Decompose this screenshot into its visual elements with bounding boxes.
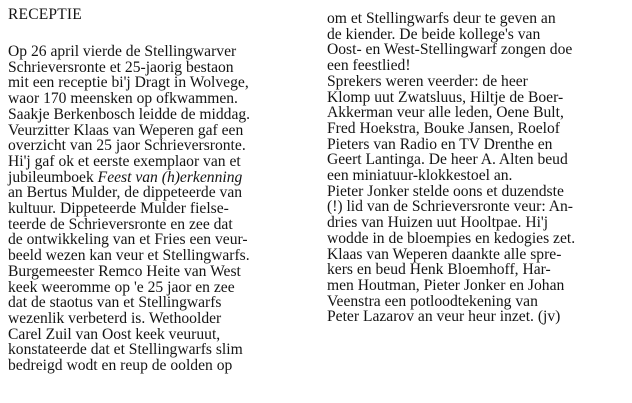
article-title: RECEPTIE bbox=[8, 6, 82, 23]
text-line: Klomp uut Zwatsluus, Hiltje de Boer- bbox=[327, 88, 564, 106]
article-left-column bbox=[8, 44, 326, 374]
text-line: dries van Huizen uut Hooltpae. Hi'j bbox=[327, 214, 549, 232]
text-line: konstateerde dat et Stellingwarfs slim bbox=[8, 341, 243, 359]
text-line: een feestlied! bbox=[327, 57, 411, 75]
text-line: een miniatuur-klokkestoel an. bbox=[327, 167, 513, 185]
text-line: Pieter Jonker stelde oons et duzendste bbox=[327, 182, 564, 200]
text-line: overzicht van 25 jaor Schrieversronte. bbox=[8, 137, 246, 155]
text-line: Akkerman veur alle leden, Oene Bult, bbox=[327, 104, 564, 122]
text-line: mit een receptie bi'j Dragt in Wolvege, bbox=[8, 74, 249, 92]
text-line: Schrieversronte et 25-jaorig bestaon bbox=[8, 58, 234, 76]
text-line: Burgemeester Remco Heite van West bbox=[8, 262, 241, 280]
text-line: bedreigd wodt en reup de oolden op bbox=[8, 357, 233, 375]
text-line: Oost- en West-Stellingwarf zongen doe bbox=[327, 41, 573, 59]
text-line: Op 26 april vierde de Stellingwarver bbox=[8, 43, 237, 60]
text-line: Carel Zuil van Oost keek veuruut, bbox=[8, 325, 221, 343]
text-line: om et Stellingwarfs deur te geven an bbox=[327, 10, 556, 27]
text-line: Veurzitter Klaas van Weperen gaf een bbox=[8, 121, 244, 139]
text-line: Peter Lazarov an veur heur inzet. (jv) bbox=[327, 308, 561, 326]
text-line: teerde de Schrieversronte en zee dat bbox=[8, 215, 233, 233]
text-line: keek weeromme op 'e 25 jaor en zee bbox=[8, 278, 235, 296]
text-line: Klaas van Weperen daankte alle spre- bbox=[327, 245, 562, 263]
text-line: an Bertus Mulder, de dippeteerde van bbox=[8, 184, 243, 202]
text-line: men Houtman, Pieter Jonker en Johan bbox=[327, 276, 565, 294]
text-line: Pieters van Radio en TV Drenthe en bbox=[327, 135, 553, 153]
text-line: Saakje Berkenbosch leidde de middag. bbox=[8, 105, 251, 123]
text-line: waor 170 meensken op ofkwammen. bbox=[8, 90, 238, 108]
text-line: Geert Lantinga. De heer A. Alten beud bbox=[327, 151, 568, 169]
text-line: dat de staotus van et Stellingwarfs bbox=[8, 294, 222, 312]
text-line: kers en beud Henk Bloemhoff, Har- bbox=[327, 261, 551, 279]
text-line: (!) lid van de Schrieversronte veur: An- bbox=[327, 198, 573, 216]
text-line: Veenstra een potloodtekening van bbox=[327, 292, 538, 310]
text-line: beeld wezen kan veur et Stellingwarfs. bbox=[8, 247, 250, 265]
text-line: de ontwikkeling van et Fries een veur- bbox=[8, 231, 248, 249]
text-line bbox=[8, 170, 326, 186]
text-line: Fred Hoekstra, Bouke Jansen, Roelof bbox=[327, 119, 560, 137]
text-line: kultuur. Dippeteerde Mulder fielse- bbox=[8, 200, 229, 218]
text-line: wezenlik verbeterd is. Wethoolder bbox=[8, 309, 222, 327]
article-right-column bbox=[327, 11, 632, 325]
text-segment: jubileumboek bbox=[8, 168, 94, 186]
text-line: Sprekers weren veerder: de heer bbox=[327, 72, 528, 90]
book-title: Feest van (h)erkenning bbox=[97, 168, 243, 186]
text-line: de kiender. De beide kollege's van bbox=[327, 25, 541, 43]
text-line: Hi'j gaf ok et eerste exemplaor van et bbox=[8, 152, 241, 170]
text-line: wodde in de bloempies en kedogies zet. bbox=[327, 229, 576, 247]
